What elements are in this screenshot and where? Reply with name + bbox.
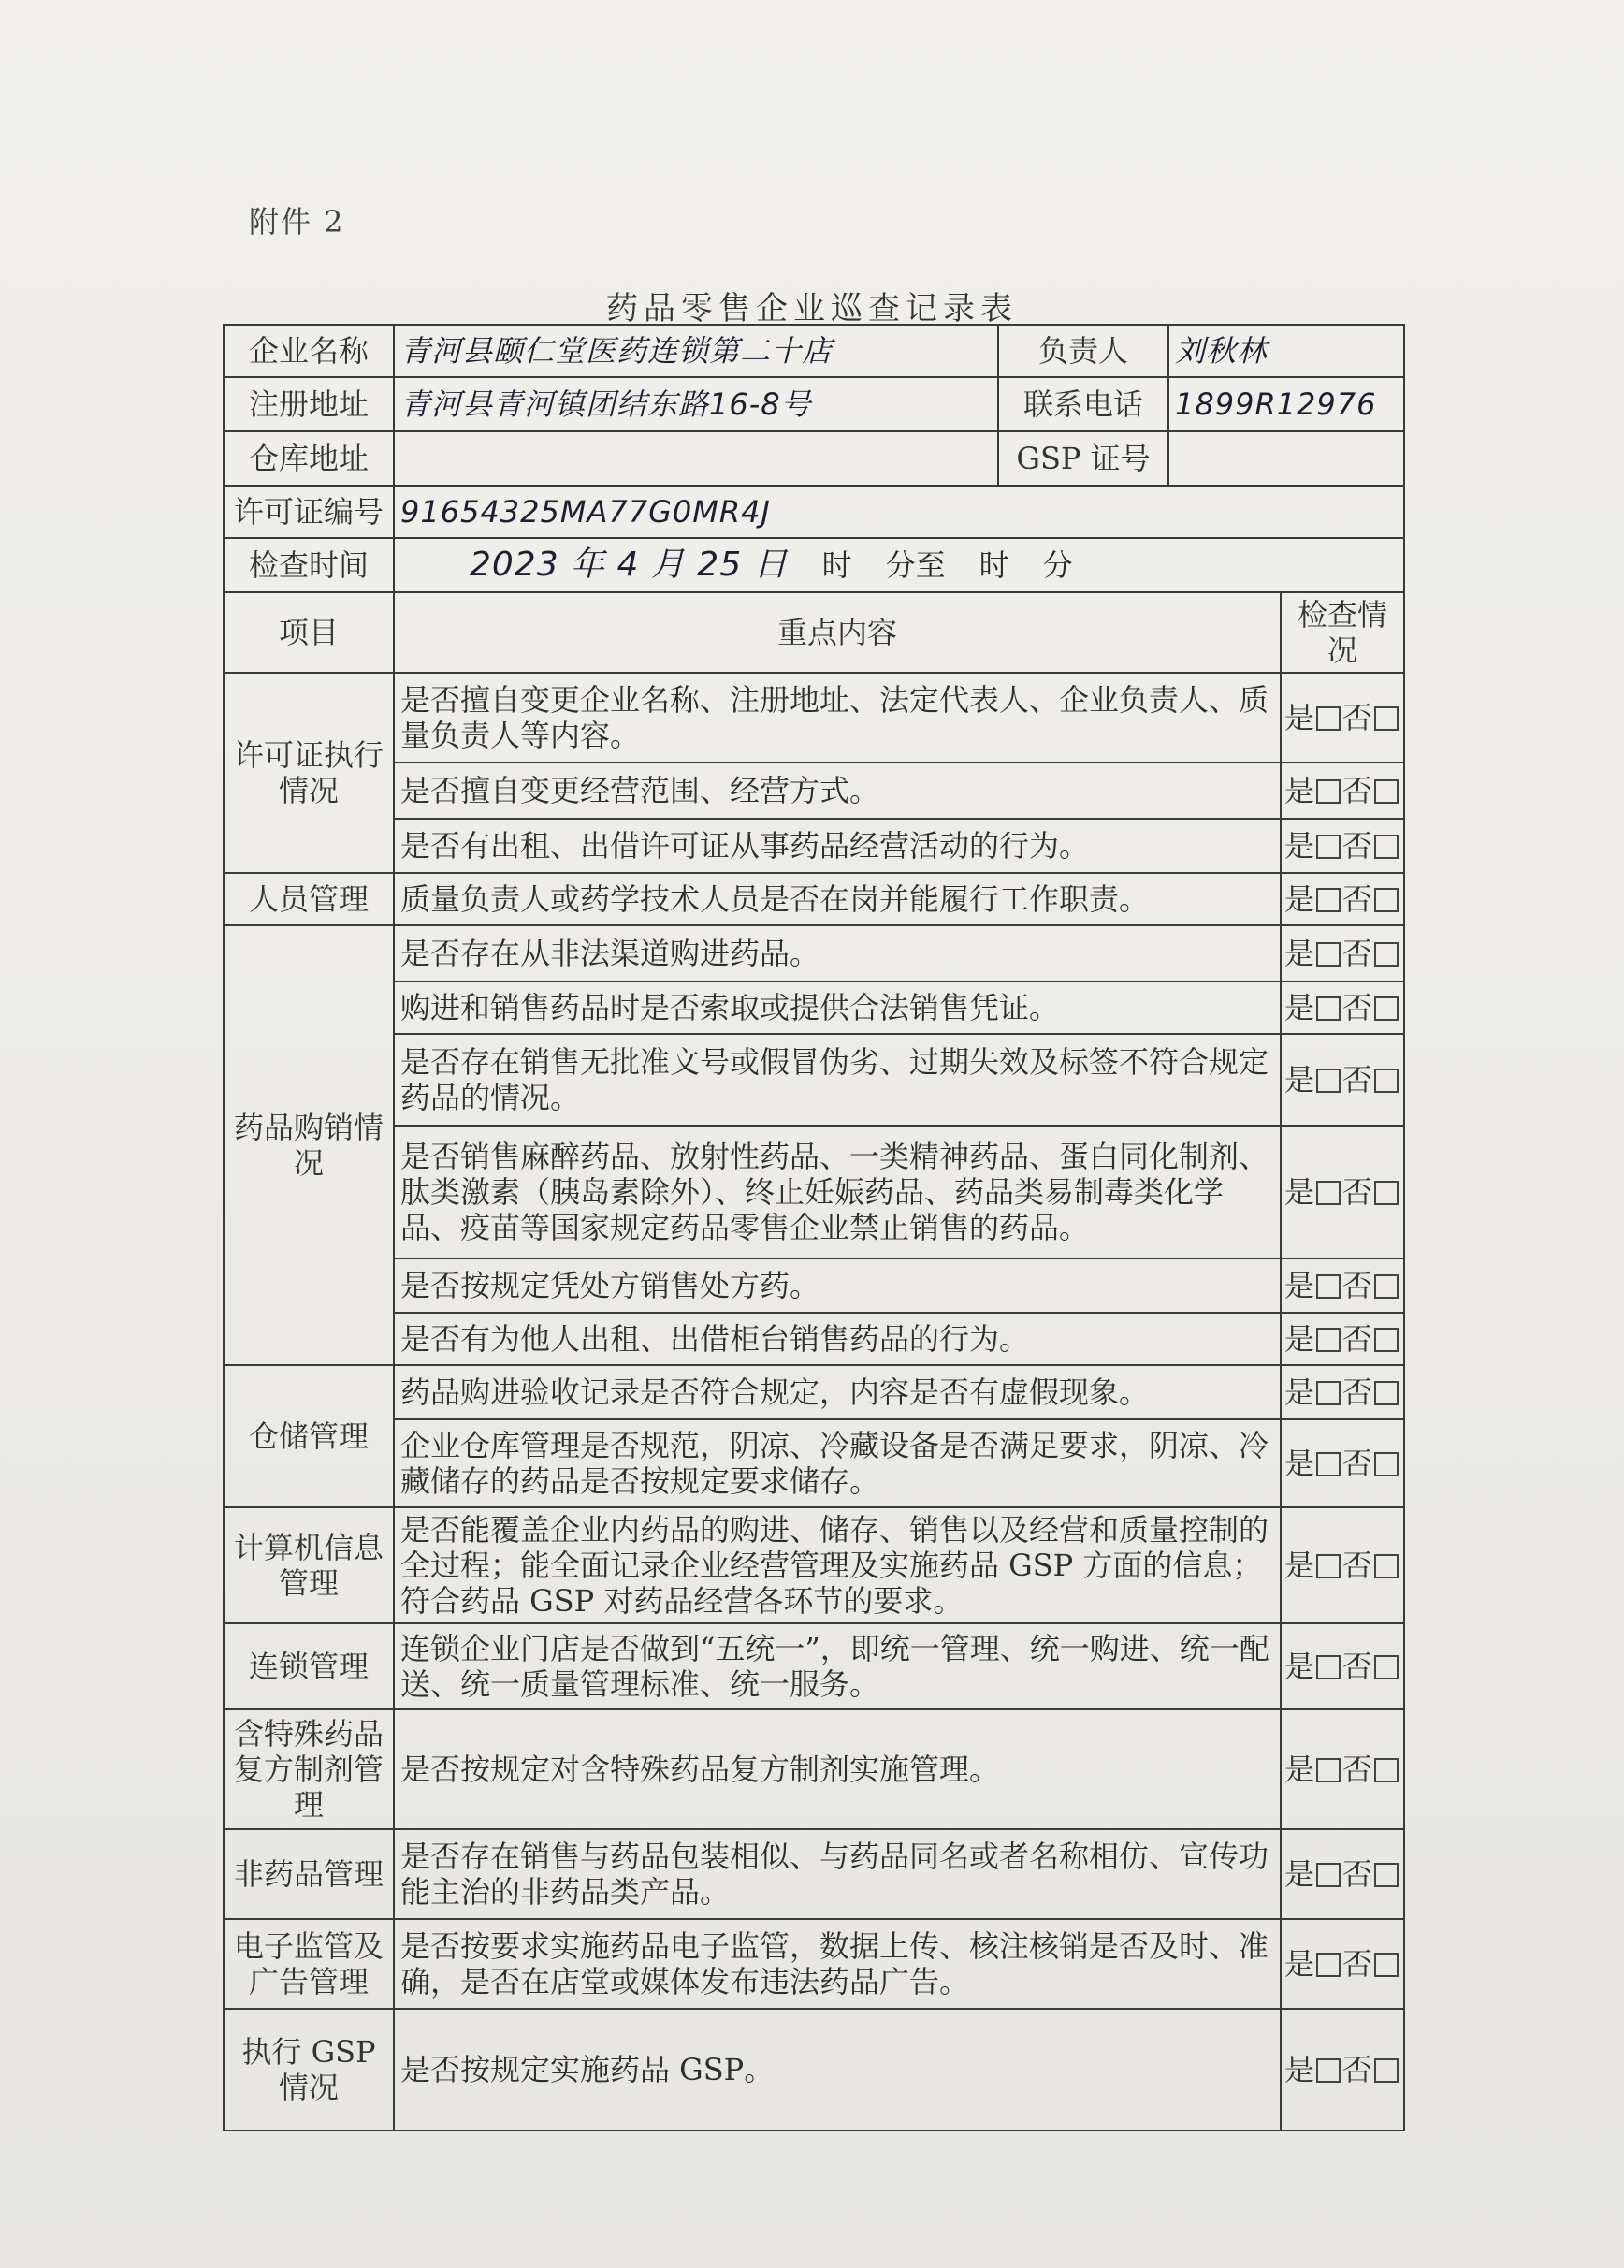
phone-label: 联系电话 (998, 377, 1168, 431)
yes-checkbox[interactable] (1316, 779, 1341, 804)
inspection-time-label: 检查时间 (224, 538, 394, 592)
yes-label: 是 (1283, 2052, 1314, 2087)
check-result (1281, 1313, 1404, 1365)
no-checkbox[interactable] (1374, 1069, 1399, 1093)
no-label: 否 (1342, 936, 1373, 971)
no-checkbox[interactable] (1374, 1758, 1399, 1782)
person-in-charge-label: 负责人 (998, 325, 1168, 377)
section-label: 计算机信息管理 (224, 1507, 394, 1623)
company-name-value: 青河县颐仁堂医药连锁第二十店 (394, 325, 998, 377)
check-row (224, 819, 1404, 873)
check-row (224, 981, 1404, 1034)
check-result (1281, 925, 1404, 981)
check-content: 是否有为他人出租、出借柜台销售药品的行为。 (394, 1313, 1281, 1365)
no-checkbox[interactable] (1374, 2058, 1399, 2083)
no-checkbox[interactable] (1374, 942, 1399, 967)
check-content: 是否存在从非法渠道购进药品。 (394, 925, 1281, 981)
check-content: 购进和销售药品时是否索取或提供合法销售凭证。 (394, 981, 1281, 1034)
yes-label: 是 (1283, 936, 1314, 971)
hour-start-label: 时 (821, 547, 852, 583)
yes-checkbox[interactable] (1316, 1181, 1341, 1205)
check-content: 是否有出租、出借许可证从事药品经营活动的行为。 (394, 819, 1281, 873)
check-result (1281, 819, 1404, 873)
check-content: 是否擅自变更企业名称、注册地址、法定代表人、企业负责人、质量负责人等内容。 (394, 673, 1281, 763)
check-row (224, 1419, 1404, 1507)
no-label: 否 (1342, 1946, 1373, 1982)
check-row (224, 1126, 1404, 1258)
yes-checkbox[interactable] (1316, 1274, 1341, 1299)
section-label: 药品购销情况 (224, 925, 394, 1365)
address-value: 青河县青河镇团结东路16-8号 (394, 377, 998, 431)
check-row (224, 1365, 1404, 1419)
company-row (224, 325, 1404, 377)
yes-checkbox[interactable] (1316, 942, 1341, 967)
address-row (224, 377, 1404, 431)
check-result (1281, 673, 1404, 763)
yes-checkbox[interactable] (1316, 996, 1341, 1021)
check-result (1281, 873, 1404, 925)
yes-checkbox[interactable] (1316, 1381, 1341, 1405)
header-content: 重点内容 (394, 592, 1281, 673)
hour-end-label: 时 (979, 547, 1009, 583)
yes-label: 是 (1283, 881, 1314, 917)
check-row (224, 1034, 1404, 1126)
check-result (1281, 1623, 1404, 1709)
yes-checkbox[interactable] (1316, 888, 1341, 912)
warehouse-label: 仓库地址 (224, 431, 394, 486)
no-checkbox[interactable] (1374, 1274, 1399, 1299)
check-row (224, 1258, 1404, 1313)
yes-label: 是 (1283, 773, 1314, 808)
no-label: 否 (1342, 700, 1373, 735)
check-content: 企业仓库管理是否规范，阴凉、冷藏设备是否满足要求，阴凉、冷藏储存的药品是否按规定要求储存。 (394, 1419, 1281, 1507)
check-row (224, 1623, 1404, 1709)
document-title: 药品零售企业巡查记录表 (606, 290, 1018, 327)
check-content: 是否按要求实施药品电子监管，数据上传、核注核销是否及时、准确，是否在店堂或媒体发布违法药品广告。 (394, 1919, 1281, 2009)
check-content: 是否销售麻醉药品、放射性药品、一类精神药品、蛋白同化制剂、肽类激素（胰岛素除外）、终止妊娠药品、药品类易制毒类化学品、疫苗等国家规定药品零售企业禁止销售的药品。 (394, 1126, 1281, 1258)
yes-checkbox[interactable] (1316, 1069, 1341, 1093)
no-label: 否 (1342, 1174, 1373, 1210)
check-result (1281, 1126, 1404, 1258)
check-content: 药品购进验收记录是否符合规定，内容是否有虚假现象。 (394, 1365, 1281, 1419)
section-label: 执行 GSP 情况 (224, 2009, 394, 2130)
header-row (224, 592, 1404, 673)
check-content: 是否按规定实施药品 GSP。 (394, 2009, 1281, 2130)
section-label: 仓储管理 (224, 1365, 394, 1507)
yes-checkbox[interactable] (1316, 1758, 1341, 1782)
inspection-date: 2023 年 4 月 25 日 (470, 545, 789, 584)
warehouse-value (394, 431, 998, 486)
no-label: 否 (1342, 2052, 1373, 2087)
no-checkbox[interactable] (1374, 1181, 1399, 1205)
check-result (1281, 1419, 1404, 1507)
check-row (224, 1507, 1404, 1623)
yes-label: 是 (1283, 1752, 1314, 1787)
section-label: 含特殊药品复方制剂管理 (224, 1709, 394, 1829)
inspection-time-row (224, 538, 1404, 592)
yes-checkbox[interactable] (1316, 706, 1341, 731)
check-row (224, 2009, 1404, 2130)
yes-checkbox[interactable] (1316, 835, 1341, 859)
yes-checkbox[interactable] (1316, 2058, 1341, 2083)
person-in-charge-value: 刘秋林 (1168, 325, 1404, 377)
yes-label: 是 (1283, 828, 1314, 864)
no-label: 否 (1342, 1321, 1373, 1357)
yes-label: 是 (1283, 1062, 1314, 1098)
yes-label: 是 (1283, 1856, 1314, 1892)
no-label: 否 (1342, 1548, 1373, 1583)
gsp-cert-label: GSP 证号 (998, 431, 1168, 486)
check-result (1281, 981, 1404, 1034)
warehouse-row (224, 431, 1404, 486)
check-result (1281, 1034, 1404, 1126)
no-checkbox[interactable] (1374, 1381, 1399, 1405)
yes-checkbox[interactable] (1316, 1863, 1341, 1887)
check-result (1281, 2009, 1404, 2130)
no-label: 否 (1342, 1649, 1373, 1684)
no-checkbox[interactable] (1374, 1554, 1399, 1578)
check-result (1281, 1507, 1404, 1623)
check-row (224, 1709, 1404, 1829)
yes-checkbox[interactable] (1316, 1655, 1341, 1679)
yes-label: 是 (1283, 1374, 1314, 1410)
minute-to-label: 分至 (885, 547, 946, 583)
inspection-record-table (223, 324, 1405, 2131)
no-label: 否 (1342, 1062, 1373, 1098)
yes-label: 是 (1283, 1649, 1314, 1684)
section-label: 电子监管及广告管理 (224, 1919, 394, 2009)
check-content: 是否能覆盖企业内药品的购进、储存、销售以及经营和质量控制的全过程；能全面记录企业经营管理及实施药品 GSP 方面的信息；符合药品 GSP 对药品经营各环节的要求。 (394, 1507, 1281, 1623)
inspection-time-value (394, 538, 1404, 592)
check-content: 是否按规定凭处方销售处方药。 (394, 1258, 1281, 1313)
no-checkbox[interactable] (1374, 888, 1399, 912)
no-checkbox[interactable] (1374, 1863, 1399, 1887)
yes-label: 是 (1283, 700, 1314, 735)
check-row (224, 925, 1404, 981)
check-row (224, 1313, 1404, 1365)
attachment-label: 附件 2 (249, 204, 345, 240)
no-checkbox[interactable] (1374, 1655, 1399, 1679)
license-row (224, 486, 1404, 538)
check-content: 质量负责人或药学技术人员是否在岗并能履行工作职责。 (394, 873, 1281, 925)
check-content: 是否擅自变更经营范围、经营方式。 (394, 763, 1281, 819)
section-label: 人员管理 (224, 873, 394, 925)
no-checkbox[interactable] (1374, 779, 1399, 804)
check-content: 连锁企业门店是否做到“五统一”，即统一管理、统一购进、统一配送、统一质量管理标准、统一服务。 (394, 1623, 1281, 1709)
no-label: 否 (1342, 990, 1373, 1025)
check-content: 是否按规定对含特殊药品复方制剂实施管理。 (394, 1709, 1281, 1829)
check-result (1281, 1258, 1404, 1313)
minute-end-label: 分 (1042, 547, 1073, 583)
check-result (1281, 763, 1404, 819)
yes-checkbox[interactable] (1316, 1953, 1341, 1977)
no-label: 否 (1342, 1268, 1373, 1303)
gsp-cert-value (1168, 431, 1404, 486)
section-label: 非药品管理 (224, 1829, 394, 1919)
yes-label: 是 (1283, 1268, 1314, 1303)
check-result (1281, 1709, 1404, 1829)
yes-label: 是 (1283, 1946, 1314, 1982)
no-checkbox[interactable] (1374, 1452, 1399, 1476)
header-item: 项目 (224, 592, 394, 673)
no-label: 否 (1342, 828, 1373, 864)
phone-value: 1899R12976 (1168, 377, 1404, 431)
no-label: 否 (1342, 1446, 1373, 1481)
no-label: 否 (1342, 1752, 1373, 1787)
yes-label: 是 (1283, 1446, 1314, 1481)
yes-label: 是 (1283, 1321, 1314, 1357)
check-row (224, 873, 1404, 925)
no-checkbox[interactable] (1374, 1328, 1399, 1352)
check-row (224, 1919, 1404, 2009)
no-label: 否 (1342, 881, 1373, 917)
yes-label: 是 (1283, 1548, 1314, 1583)
no-checkbox[interactable] (1374, 996, 1399, 1021)
no-checkbox[interactable] (1374, 835, 1399, 859)
yes-label: 是 (1283, 1174, 1314, 1210)
check-result (1281, 1829, 1404, 1919)
header-status: 检查情况 (1281, 592, 1404, 673)
section-label: 许可证执行情况 (224, 673, 394, 873)
no-label: 否 (1342, 773, 1373, 808)
check-row (224, 1829, 1404, 1919)
check-content: 是否存在销售无批准文号或假冒伪劣、过期失效及标签不符合规定药品的情况。 (394, 1034, 1281, 1126)
no-checkbox[interactable] (1374, 1953, 1399, 1977)
yes-checkbox[interactable] (1316, 1328, 1341, 1352)
yes-label: 是 (1283, 990, 1314, 1025)
license-label: 许可证编号 (224, 486, 394, 538)
check-result (1281, 1919, 1404, 2009)
section-label: 连锁管理 (224, 1623, 394, 1709)
yes-checkbox[interactable] (1316, 1554, 1341, 1578)
no-label: 否 (1342, 1856, 1373, 1892)
check-result (1281, 1365, 1404, 1419)
no-checkbox[interactable] (1374, 706, 1399, 731)
check-content: 是否存在销售与药品包装相似、与药品同名或者名称相仿、宣传功能主治的非药品类产品。 (394, 1829, 1281, 1919)
company-label: 企业名称 (224, 325, 394, 377)
no-label: 否 (1342, 1374, 1373, 1410)
yes-checkbox[interactable] (1316, 1452, 1341, 1476)
license-value: 91654325MA77G0MR4J (394, 486, 1404, 538)
check-row (224, 673, 1404, 763)
check-row (224, 763, 1404, 819)
address-label: 注册地址 (224, 377, 394, 431)
